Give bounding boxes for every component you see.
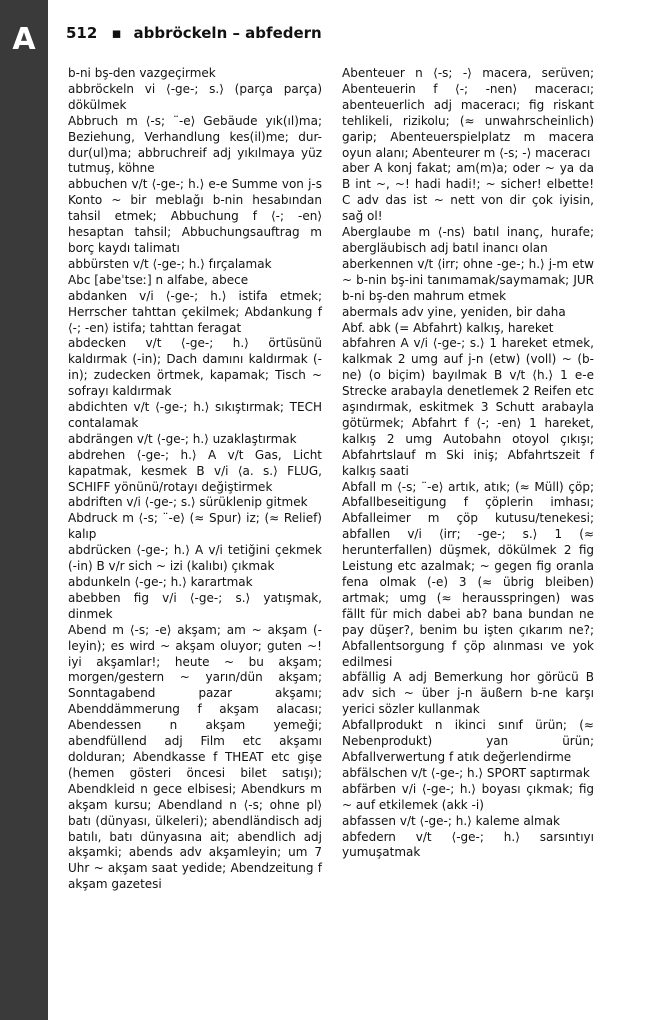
thumb-index-sidebar xyxy=(0,0,48,1020)
entry-abf: Abf. abk (= Abfahrt) kalkış, hareket xyxy=(342,320,554,335)
entry-abdruecken: abdrücken ⟨-ge-; h.⟩ A v/i tetiğini çekmek (-in) B v/r sich ~ izi (kalıbı) çıkmak xyxy=(68,543,322,574)
entry-abdecken: abdecken v/t ⟨-ge-; h.⟩ örtüsünü kaldırmak (-in); Dach damını kaldırmak (-in); zudecken örtmek, kapamak; Tisch ~ sofrayı kaldırmak xyxy=(68,336,322,399)
entry-abdichten: abdichten v/t ⟨-ge-; h.⟩ sıkıştırmak; TECH contalamak xyxy=(68,400,322,430)
entry-abfahren: abfahren A v/i ⟨-ge-; s.⟩ 1 hareket etmek, kalkmak 2 umg auf j-n (etw) (voll) ~ (b-ne) (o biçim) bayılmak B v/t ⟨h.⟩ 1 e-e Strecke arabayla denetlemek 2 Reifen etc aşındırmak, eskitmek 3 Schutt arabayla götürmek; Abfahrt f ⟨-; -en⟩ 1 hareket, kalkış 2 umg Autobahn otoyol çıkışı; Abfahrtslauf m Ski iniş; Abfahrtszeit f kalkış saati xyxy=(342,336,594,478)
entry-abfedern: abfedern v/t ⟨-ge-; h.⟩ sarsıntıyı yumuşatmak xyxy=(342,829,594,860)
entry-abermals: abermals adv yine, yeniden, bir daha xyxy=(342,304,566,319)
page-number: 512 xyxy=(66,24,98,42)
entry-abdriften: abdriften v/i ⟨-ge-; s.⟩ sürüklenip gitmek xyxy=(68,495,308,510)
entry-aber: aber A konj fakat; am(m)a; oder ~ ya da B int ~, ~! hadi hadi!; ~ sicher! elbette! C adv das ist ~ nett von dir çok iyisin, sağ ol! xyxy=(342,161,594,224)
header-range: abbröckeln – abfedern xyxy=(133,24,322,42)
entry-abfaelschen: abfälschen v/t ⟨-ge-; h.⟩ SPORT saptırmak xyxy=(342,765,590,780)
entry-abbroeckeln: abbröckeln vi ⟨-ge-; s.⟩ (parça parça) dökülmek xyxy=(68,81,322,112)
right-column xyxy=(342,66,594,861)
header-bullet: ▪ xyxy=(111,24,122,42)
entry-continued: b-ni bş-den vazgeçirmek xyxy=(68,66,216,80)
entry-abend: Abend m ⟨-s; -e⟩ akşam; am ~ akşam (-leyin); es wird ~ akşam oluyor; guten ~! iyi akşamlar!; heute ~ bu akşam; morgen/gestern ~ yarın/dün akşam; Sonntagabend pazar akşamı; Abenddämmerung f akşam alacası; Abendessen n akşam yemeği; abendfüllend adj Film etc akşamı dolduran; Abendkasse f THEAT etc gişe (hemen gösteri öncesi bilet satışı); Abendkleid n gece elbisesi; Abendkurs m akşam kursu; Abendland n ⟨-s; ohne pl⟩ batı (dünyası, ülkeleri); abendländisch adj batılı, batı dünyasına ait; abendlich adj akşamki; abends adv akşamleyin; um 7 Uhr ~ akşam saat yedide; Abendzeitung f akşam gazetesi xyxy=(68,622,322,892)
entry-abbuersten: abbürsten v/t ⟨-ge-; h.⟩ fırçalamak xyxy=(68,256,272,271)
entry-abdunkeln: abdunkeln ⟨-ge-; h.⟩ karartmak xyxy=(68,575,253,589)
entry-abdanken: abdanken v/i ⟨-ge-; h.⟩ istifa etmek; Herrscher tahttan çekilmek; Abdankung f ⟨-; -en⟩ istifa; tahttan feragat xyxy=(68,288,322,335)
entry-abfassen: abfassen v/t ⟨-ge-; h.⟩ kaleme almak xyxy=(342,813,561,828)
running-header xyxy=(66,24,322,50)
thumb-index-letter: A xyxy=(12,22,36,57)
left-column xyxy=(68,66,322,893)
entry-abenteuer: Abenteuer n ⟨-s; -⟩ macera, serüven; Abenteuerin f ⟨-; -nen⟩ maceracı; abenteuerlich adj maceracı; fig riskant tehlikeli, rizikolu; (≈ unwahrscheinlich) garip; Abenteuerspielplatz m macera oyun alanı; Abenteurer m ⟨-s; -⟩ maceracı xyxy=(342,66,594,160)
entry-abfall: Abfall m ⟨-s; ¨-e⟩ artık, atık; (≈ Müll) çöp; Abfallbeseitigung f çöplerin imhası; Abfalleimer m çöp kutusu/tenekesi; abfallen v/i ⟨irr; -ge-; s.⟩ 1 (≈ herunterfallen) düşmek, dökülmek 2 fig Leistung etc azalmak; ~ gegen fig oranla fena olmak (-e) 3 (≈ übrig bleiben) artmak; umg (≈ herausspringen) was fällt für mich dabei ab? bana bundan ne pay düşer?, benim bu işten çıkarım ne?; Abfallentsorgung f çöp alınması ve yok edilmesi xyxy=(342,479,594,669)
entry-abbruch: Abbruch m ⟨-s; ¨-e⟩ Gebäude yık(ıl)ma; Beziehung, Verhandlung kes(il)me; dur-dur(ul)ma; abbruchreif adj yıkılmaya yüz tutmuş, köhne xyxy=(68,113,322,176)
entry-abdruck: Abdruck m ⟨-s; ¨-e⟩ (≈ Spur) iz; (≈ Relief) kalıp xyxy=(68,511,322,542)
entry-abfallprodukt: Abfallprodukt n ikinci sınıf ürün; (≈ Nebenprodukt) yan ürün; Abfallverwertung f atık değerlendirme xyxy=(342,718,594,764)
entry-abdraengen: abdrängen v/t ⟨-ge-; h.⟩ uzaklaştırmak xyxy=(68,431,297,446)
entry-abebben: abebben fig v/i ⟨-ge-; s.⟩ yatışmak, dinmek xyxy=(68,590,322,621)
entry-abfaerben: abfärben v/i ⟨-ge-; h.⟩ boyası çıkmak; fig ~ auf etkilemek (akk -i) xyxy=(342,781,594,812)
entry-aberglaube: Aberglaube m ⟨-ns⟩ batıl inanç, hurafe; abergläubisch adj batıl inancı olan xyxy=(342,225,594,255)
entry-abc: Abc [abeˈtseː] n alfabe, abece xyxy=(68,272,249,287)
entry-aberkennen: aberkennen v/t ⟨irr; ohne -ge-; h.⟩ j-m etw ~ b-nin bş-ini tanımamak/saymamak; JUR b-ni bş-den mahrum etmek xyxy=(342,256,594,303)
entry-abbuchen: abbuchen v/t ⟨-ge-; h.⟩ e-e Summe von j-s Konto ~ bir meblağı b-nin hesabından tahsil etmek; Abbuchung f ⟨-; -en⟩ hesaptan tahsil; Abbuchungsauftrag m borç kaydı talimatı xyxy=(68,177,322,255)
entry-abfaellig: abfällig A adj Bemerkung hor görücü B adv sich ~ über j-n äußern b-ne karşı yerici sözler kullanmak xyxy=(342,670,594,717)
entry-abdrehen: abdrehen ⟨-ge-; h.⟩ A v/t Gas, Licht kapatmak, kesmek B v/i ⟨a. s.⟩ FLUG, SCHIFF yönünü/rotayı değiştirmek xyxy=(68,447,322,494)
